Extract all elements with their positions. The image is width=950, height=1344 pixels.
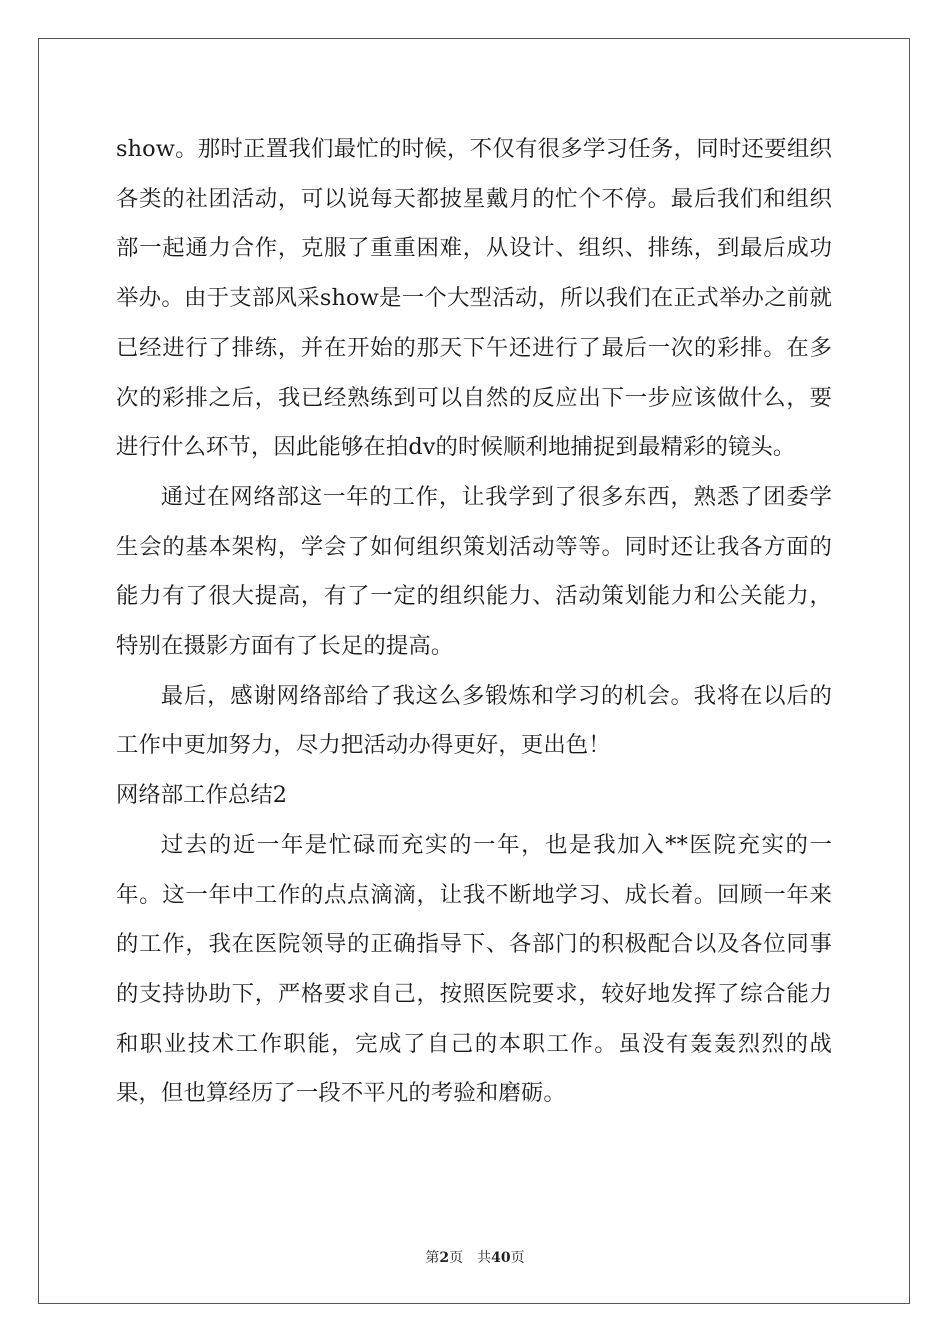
paragraph-network-dept-gains: 通过在网络部这一年的工作，让我学到了很多东西，熟悉了团委学生会的基本架构，学会了如何组织策划活动等等。同时还让我各方面的能力有了很大提高，有了一定的组织能力、活动策划能力和公关能力，特别在摄影方面有了长足的提高。 — [116, 483, 832, 660]
page-number: 2 — [439, 1250, 450, 1266]
paragraph-continued: show。那时正置我们最忙的时候，不仅有很多学习任务，同时还要组织各类的社团活动，可以说每天都披星戴月的忙个不停。最后我们和组织部一起通力合作，克服了重重困难，从设计、组织、排练，到最后成功举办。由于支部风采show是一个大型活动，所以我们在正式举办之前就已经进行了排练，并在开始的那天下午还进行了最后一次的彩排。在多次的彩排之后，我已经熟练到可以自然的反应出下一步应该做什么，要进行什么环节，因此能够在拍dv的时候顺利地捕捉到最精彩的镜头。 — [116, 136, 832, 461]
page-prefix: 第 — [425, 1250, 440, 1266]
total-pages: 40 — [491, 1250, 511, 1266]
document-body — [116, 125, 832, 1119]
total-suffix: 页 — [510, 1250, 525, 1266]
section-heading: 网络部工作总结2 — [116, 782, 287, 809]
page-suffix: 页 — [449, 1250, 464, 1266]
paragraph-hospital-year-review: 过去的近一年是忙碌而充实的一年，也是我加入**医院充实的一年。这一年中工作的点点滴滴，让我不断地学习、成长着。回顾一年来的工作，我在医院领导的正确指导下、各部门的积极配合以及各位同事的支持协助下，严格要求自己，按照医院要求，较好地发挥了综合能力和职业技术工作职能，完成了自己的本职工作。虽没有轰轰烈烈的战果，但也算经历了一段不平凡的考验和磨砺。 — [116, 831, 832, 1107]
paragraph-thanks: 最后，感谢网络部给了我这么多锻炼和学习的机会。我将在以后的工作中更加努力，尽力把活动办得更好，更出色！ — [116, 682, 832, 759]
page-footer — [0, 1247, 950, 1267]
total-prefix: 共 — [477, 1250, 492, 1266]
